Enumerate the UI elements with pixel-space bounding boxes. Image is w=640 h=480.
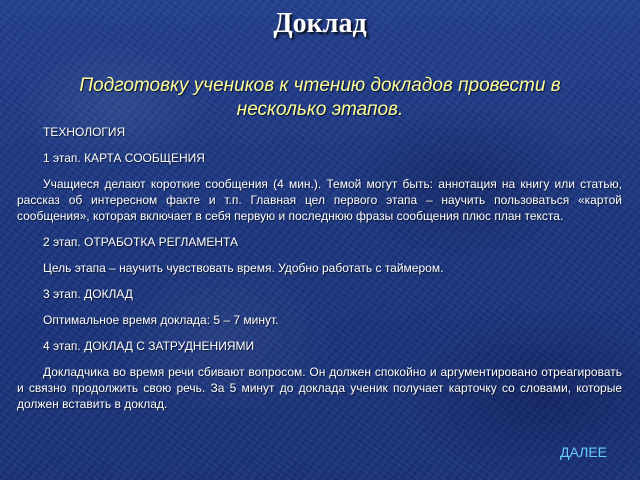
stage-3-text: Оптимальное время доклада: 5 – 7 минут. bbox=[43, 313, 279, 327]
stage-3-heading: 3 этап. ДОКЛАД bbox=[43, 287, 133, 301]
stage-1-text: Учащиеся делают короткие сообщения (4 мин.). Темой могут быть: аннотация на книгу или статью, рассказ об интересном факте и т.п. Главная цел первого этапа – научить пользоваться «картой сообщения», которая включает в себя первую и последнюю фразы сообщения плюс план текста. bbox=[17, 177, 622, 223]
technology-heading: ТЕХНОЛОГИЯ bbox=[43, 125, 126, 139]
slide-title: Доклад bbox=[273, 8, 367, 39]
stage-2-text: Цель этапа – научить чувствовать время. Удобно работать с таймером. bbox=[43, 261, 444, 275]
next-link[interactable]: ДАЛЕЕ bbox=[560, 444, 607, 460]
stage-2-heading: 2 этап. ОТРАБОТКА РЕГЛАМЕНТА bbox=[43, 235, 238, 249]
stage-1-heading: 1 этап. КАРТА СООБЩЕНИЯ bbox=[43, 151, 205, 165]
slide-body bbox=[17, 124, 622, 422]
stage-4-text: Докладчика во время речи сбивают вопросом. Он должен спокойно и аргументировано отреагировать и связно продолжить свою речь. За 5 минут до доклада ученик получает карточку со словами, которые должен вставить в доклад. bbox=[17, 365, 622, 411]
stage-4-heading: 4 этап. ДОКЛАД С ЗАТРУДНЕНИЯМИ bbox=[43, 339, 255, 353]
slide-subtitle: Подготовку учеников к чтению докладов провести в несколько этапов. bbox=[79, 75, 561, 120]
